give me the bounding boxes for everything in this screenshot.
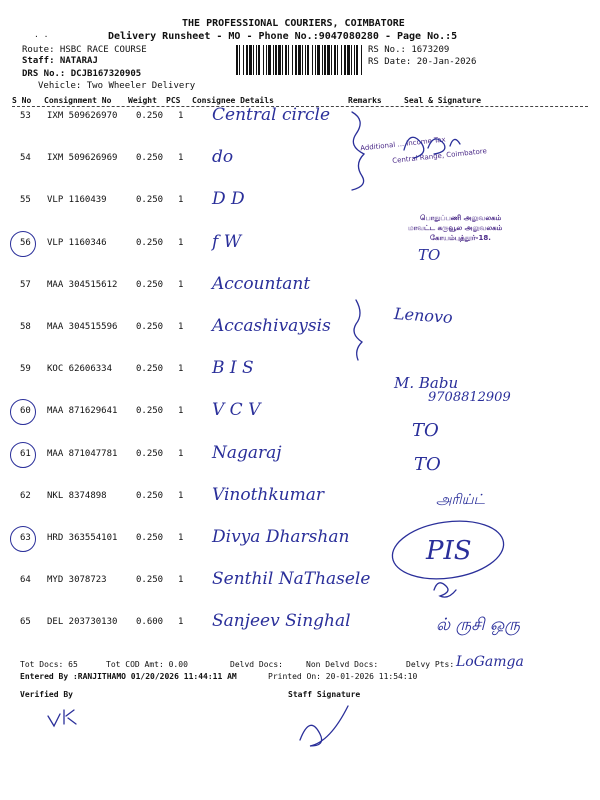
row-pcs: 1 [178, 491, 184, 501]
delvy-pts: Delvy Pts: [406, 660, 455, 669]
row-consignee-handwritten: Divya Dharshan [212, 527, 350, 547]
row-consignee-handwritten: Nagaraj [212, 443, 282, 463]
col-consignment: Consignment No [44, 96, 112, 105]
row-consignee-handwritten: Accashivaysis [212, 316, 331, 336]
staff: Staff: NATARAJ [22, 56, 98, 66]
verified-by-label: Verified By [20, 690, 73, 699]
bracket-stroke [352, 112, 364, 190]
row-consignment-no: MAA 871629641 [47, 406, 118, 416]
col-weight: Weight [128, 96, 157, 105]
remark-59-phone: 9708812909 [428, 390, 511, 405]
remark-61: TO [414, 454, 441, 475]
pis-circle [389, 514, 508, 585]
row-sno: 61 [20, 449, 31, 459]
rs-date: RS Date: 20-Jan-2026 [368, 57, 477, 67]
row-weight: 0.250 [136, 364, 164, 374]
row-consignment-no: IXM 509626970 [47, 111, 118, 121]
treasury-stamp-2: மாவட்ட கருவூல அலுவலகம் [408, 224, 503, 232]
row-consignee-handwritten: D D [212, 189, 245, 209]
row-sno: 53 [20, 111, 31, 121]
row-sno: 57 [20, 280, 31, 290]
bracket-stroke-2 [354, 300, 362, 360]
row-weight: 0.250 [136, 238, 164, 248]
drs-number: DRS No.: DCJB167320905 [22, 69, 142, 79]
row-consignee-handwritten: Senthil NaThasele [212, 569, 371, 589]
row-pcs: 1 [178, 364, 184, 374]
row-consignee-handwritten: Accountant [212, 274, 311, 294]
row-pcs: 1 [178, 280, 184, 290]
income-tax-stamp: Additional ... Income Tax [359, 135, 446, 153]
row-consignment-no: MAA 304515612 [47, 280, 118, 290]
vehicle: Vehicle: Two Wheeler Delivery [38, 81, 196, 91]
row-pcs: 1 [178, 575, 184, 585]
verified-signature-stroke [48, 710, 76, 726]
non-delvd-docs: Non Delvd Docs: [306, 660, 379, 669]
row-weight: 0.250 [136, 449, 164, 459]
staff-signature-label: Staff Signature [288, 690, 361, 699]
row-consignment-no: HRD 363554101 [47, 533, 118, 543]
col-pcs: PCS [166, 96, 181, 105]
remark-62: அரிய்ட் [436, 492, 485, 508]
remark-63: PIS [426, 536, 472, 566]
row-weight: 0.250 [136, 153, 164, 163]
company-title: THE PROFESSIONAL COURIERS, COIMBATORE [182, 18, 405, 29]
row-consignment-no: NKL 8374898 [47, 491, 107, 501]
tot-docs: Tot Docs: 65 [20, 660, 78, 669]
row-sno: 59 [20, 364, 31, 374]
row-weight: 0.250 [136, 575, 164, 585]
col-seal-signature: Seal & Signature [404, 96, 482, 105]
row-sno: 58 [20, 322, 31, 332]
row-consignment-no: MAA 304515596 [47, 322, 118, 332]
row-pcs: 1 [178, 238, 184, 248]
row-weight: 0.250 [136, 280, 164, 290]
remark-58: Lenovo [393, 303, 454, 328]
row-pcs: 1 [178, 195, 184, 205]
route: Route: HSBC RACE COURSE [22, 45, 147, 55]
seal-signature-stroke [404, 137, 460, 158]
row-sno: 55 [20, 195, 31, 205]
runsheet-subtitle: Delivery Runsheet - MO - Phone No.:9047080280 - Page No.:5 [108, 31, 458, 42]
row-consignment-no: KOC 62606334 [47, 364, 113, 374]
row-consignment-no: VLP 1160439 [47, 195, 107, 205]
row-pcs: 1 [178, 322, 184, 332]
remark-59-name: M. Babu [394, 374, 459, 392]
row-sno: 64 [20, 575, 31, 585]
row-consignee-handwritten: B I S [212, 358, 254, 378]
row-consignee-handwritten: f W [212, 232, 242, 252]
row-pcs: 1 [178, 153, 184, 163]
treasury-to-mark: TO [418, 246, 441, 264]
treasury-stamp-3: கோயம்புத்தூர்-18. [430, 234, 491, 242]
rs-number: RS No.: 1673209 [368, 45, 450, 55]
row-weight: 0.250 [136, 322, 164, 332]
printed-on: Printed On: 20-01-2026 11:54:10 [268, 672, 418, 681]
seal-signature-stroke-2 [434, 583, 456, 597]
treasury-stamp-1: பொதுப்பணி அலுவலகம் [420, 214, 502, 222]
remark-65: ல் ருசி ஒரு [436, 615, 520, 635]
row-consignee-handwritten: Sanjeev Singhal [212, 611, 351, 631]
row-pcs: 1 [178, 449, 184, 459]
row-consignee-handwritten: Vinothkumar [212, 485, 325, 505]
row-consignment-no: DEL 203730130 [47, 617, 118, 627]
row-weight: 0.250 [136, 406, 164, 416]
row-pcs: 1 [178, 406, 184, 416]
col-consignee: Consignee Details [192, 96, 274, 105]
header-dots: . . [34, 30, 49, 39]
col-sno: S No [12, 96, 32, 105]
row-consignment-no: MAA 871047781 [47, 449, 118, 459]
col-remarks: Remarks [348, 96, 382, 105]
row-weight: 0.600 [136, 617, 164, 627]
row-weight: 0.250 [136, 195, 164, 205]
row-consignment-no: MYD 3078723 [47, 575, 107, 585]
income-tax-stamp-2: Central Range, Coimbatore [391, 147, 488, 165]
row-consignee-handwritten: Central circle [212, 105, 331, 125]
row-sno: 63 [20, 533, 31, 543]
row-weight: 0.250 [136, 533, 164, 543]
row-sno: 60 [20, 406, 31, 416]
row-sno: 62 [20, 491, 31, 501]
row-sno: 56 [20, 238, 31, 248]
row-consignment-no: VLP 1160346 [47, 238, 107, 248]
row-pcs: 1 [178, 533, 184, 543]
row-weight: 0.250 [136, 491, 164, 501]
remark-60: TO [412, 420, 439, 441]
tot-cod-amt: Tot COD Amt: 0.00 [106, 660, 188, 669]
row-consignment-no: IXM 509626969 [47, 153, 118, 163]
row-sno: 54 [20, 153, 31, 163]
staff-signature-stroke [300, 706, 348, 746]
delvd-docs: Delvd Docs: [230, 660, 283, 669]
row-consignee-handwritten: do [212, 147, 234, 167]
row-weight: 0.250 [136, 111, 164, 121]
delvy-pts-handwritten: LoGamga [456, 654, 524, 670]
row-pcs: 1 [178, 111, 184, 121]
row-sno: 65 [20, 617, 31, 627]
row-pcs: 1 [178, 617, 184, 627]
row-consignee-handwritten: V C V [212, 400, 261, 420]
entered-by: Entered By :RANJITHAMO 01/20/2026 11:44:11 AM [20, 672, 237, 681]
